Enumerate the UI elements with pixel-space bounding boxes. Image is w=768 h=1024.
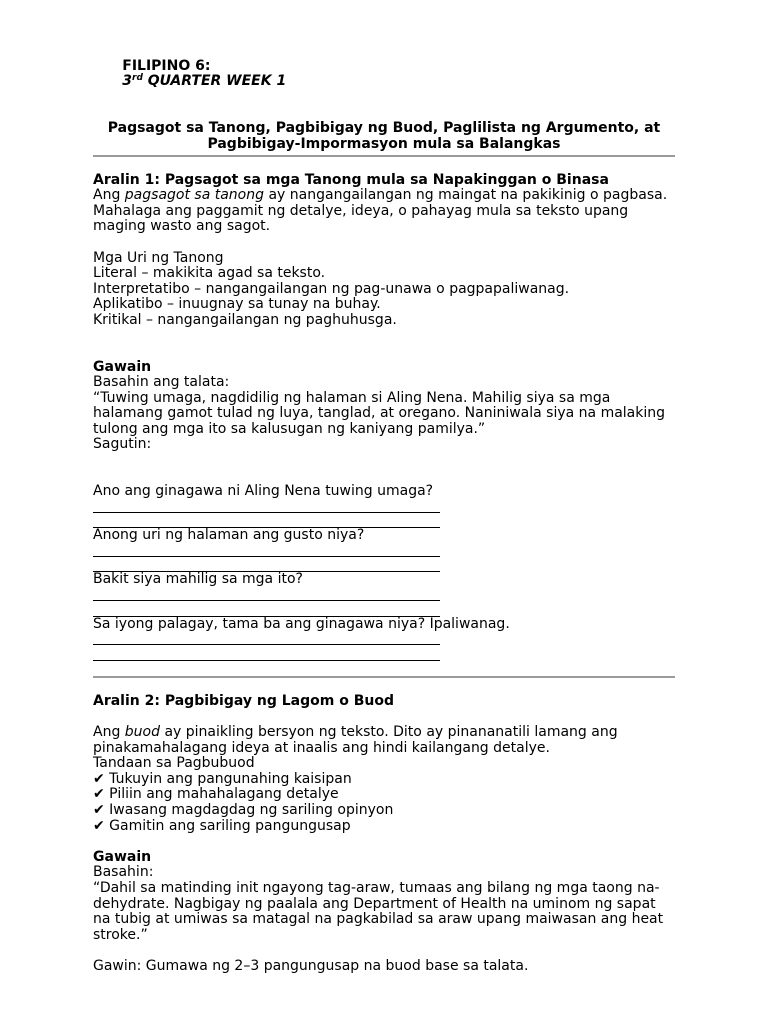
title-divider xyxy=(93,155,675,157)
quarter-suffix: rd xyxy=(132,73,143,84)
lesson-1 xyxy=(93,173,678,661)
answer-line[interactable] xyxy=(93,632,440,645)
question-1: Ano ang ginagawa ni Aling Nena tuwing umaga? xyxy=(93,483,434,500)
lesson-1-intro: Ang pagsagot sa tanong ay nangangailangan ng maingat na pakikinig o pagbasa. xyxy=(93,187,668,204)
answer-line[interactable] xyxy=(93,557,440,573)
passage-line: tulong ang mga ito sa kalusugan ng kaniyang pamilya.” xyxy=(93,420,486,437)
passage-line: stroke.” xyxy=(93,926,148,943)
answer-line[interactable] xyxy=(93,601,440,617)
question-types xyxy=(93,251,678,329)
question-type-item: Literal – makikita agad sa teksto. xyxy=(93,265,326,282)
activity-heading: Gawain xyxy=(93,848,152,865)
worksheet-header xyxy=(93,43,678,105)
passage-line: dehydrate. Nagbigay ng paalala ang Department of Health na uminom ng sapat xyxy=(93,895,656,912)
grade-label: FILIPINO 6: xyxy=(122,57,211,74)
question-type-item: Kritikal – nangangailangan ng paghuhusga. xyxy=(93,311,397,328)
question-type-item: Aplikatibo – inuugnay sa tunay na buhay. xyxy=(93,296,381,313)
lesson-1-activity xyxy=(93,360,678,661)
passage-line: “Tuwing umaga, nagdidilig ng halaman si Aling Nena. Mahilig siya sa mga xyxy=(93,389,611,406)
answer-line[interactable] xyxy=(93,513,440,529)
passage-line: “Dahil sa matinding init ngayong tag-araw, tumaas ang bilang ng mga taong na- xyxy=(93,879,660,896)
title-line-2: Pagbibigay-Impormasyon mula sa Balangkas xyxy=(207,135,561,152)
lesson-2-definition: Ang buod ay pinaikling bersyon ng teksto. Dito ay pinananatili lamang ang xyxy=(93,724,618,740)
lesson-2-heading: Aralin 2: Pagbibigay ng Lagom o Buod xyxy=(93,692,394,709)
lesson-1-heading: Aralin 1: Pagsagot sa mga Tanong mula sa Napakinggan o Binasa xyxy=(93,171,609,188)
question-types-title: Mga Uri ng Tanong xyxy=(93,249,224,266)
question-type-item: Interpretatibo – nangangailangan ng pag-unawa o pagpapaliwanag. xyxy=(93,280,570,297)
passage-line: halamang gamot tulad ng luya, tanglad, at oregano. Naniniwala siya na malaking xyxy=(93,405,666,422)
lesson-2-activity xyxy=(93,850,678,975)
answer-line[interactable] xyxy=(93,645,440,661)
lesson-2 xyxy=(93,694,678,975)
activity-instruction: Basahin ang talata: xyxy=(93,374,230,391)
worksheet-title xyxy=(93,121,675,152)
activity-instruction: Basahin: xyxy=(93,864,154,881)
answer-line[interactable] xyxy=(93,544,440,557)
lesson-1-intro-line-3: maging wasto ang sagot. xyxy=(93,218,271,235)
question-3: Bakit siya mahilig sa mga ito? xyxy=(93,571,303,588)
activity-task: Gawin: Gumawa ng 2–3 pangungusap na buod base sa talata. xyxy=(93,957,529,974)
tip-item: ✔ Iwasang magdagdag ng sariling opinyon xyxy=(93,801,394,818)
key-term: buod xyxy=(124,724,161,740)
question-2: Anong uri ng halaman ang gusto niya? xyxy=(93,527,365,544)
question-4: Sa iyong palagay, tama ba ang ginagawa niya? Ipaliwanag. xyxy=(93,615,510,632)
answer-line[interactable] xyxy=(93,588,440,601)
answer-prompt: Sagutin: xyxy=(93,436,152,453)
questions-list xyxy=(93,484,678,661)
lesson-2-definition-line-2: pinakamahalagang ideya at inaalis ang hindi kailangang detalye. xyxy=(93,739,550,756)
answer-line[interactable] xyxy=(93,500,440,513)
tip-item: ✔ Piliin ang mahahalagang detalye xyxy=(93,786,339,803)
title-line-1: Pagsagot sa Tanong, Pagbibigay ng Buod, Paglilista ng Argumento, at xyxy=(107,120,661,137)
quarter-number: 3 xyxy=(122,73,132,90)
quarter-label: QUARTER WEEK 1 xyxy=(142,73,287,90)
section-divider xyxy=(93,676,675,678)
lesson-1-intro-line-2: Mahalaga ang paggamit ng detalye, ideya, o pahayag mula sa teksto upang xyxy=(93,202,629,219)
tip-item: ✔ Tukuyin ang pangunahing kaisipan xyxy=(93,770,352,787)
tip-item: ✔ Gamitin ang sariling pangungusap xyxy=(93,817,351,834)
worksheet-content xyxy=(93,43,678,975)
activity-heading: Gawain xyxy=(93,358,152,375)
tips-title: Tandaan sa Pagbubuod xyxy=(93,755,255,772)
passage-line: na tubig at umiwas sa matagal na pagkabilad sa araw upang maiwasan ang heat xyxy=(93,911,664,928)
key-term: pagsagot sa tanong xyxy=(124,187,265,204)
